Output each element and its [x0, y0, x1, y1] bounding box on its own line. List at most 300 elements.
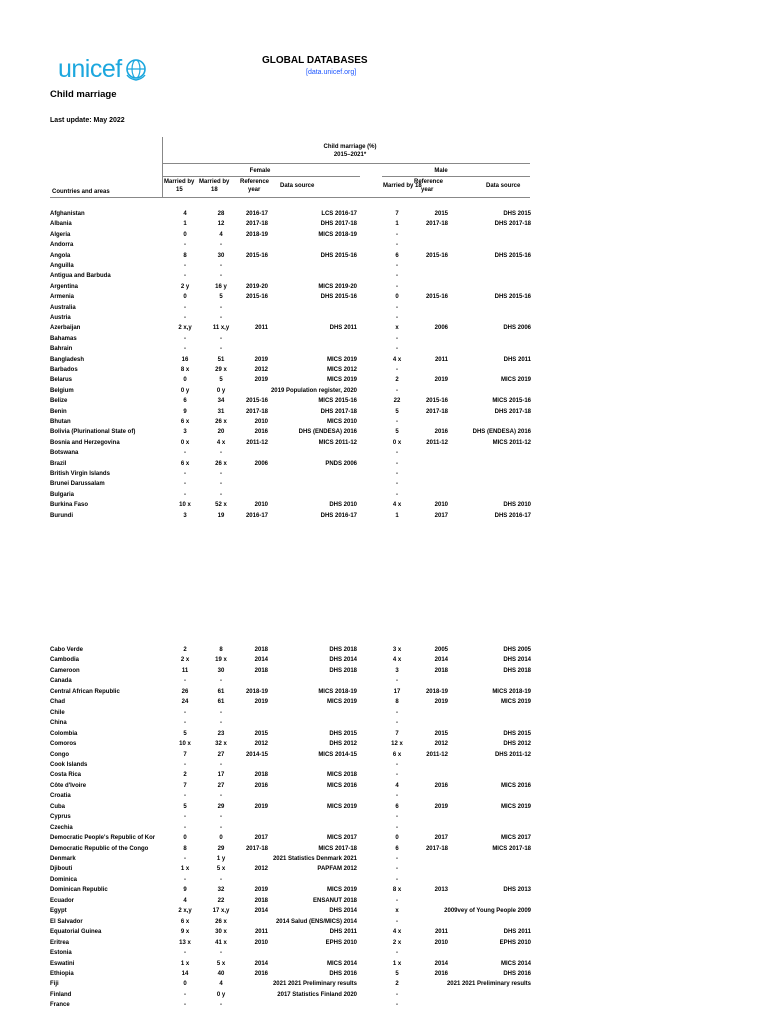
table-row — [0, 917, 768, 927]
female-ref-year: 2016-17 — [245, 512, 268, 519]
country-name: Cambodia — [50, 657, 80, 664]
table-row — [0, 448, 768, 458]
country-name: Bhutan — [50, 419, 71, 425]
male-ref-year: 2016 — [434, 782, 448, 789]
male-ref-year: 2013 — [434, 887, 448, 894]
male-married-by-18: - — [396, 1002, 398, 1009]
married-by-18: 22 — [217, 897, 225, 904]
col-married18-b: 18 — [211, 187, 218, 193]
male-data-source: MICS 2015-16 — [492, 398, 531, 405]
male-data-source: DHS 2017-18 — [494, 221, 531, 228]
female-data-source: 2019 Population register, 2020 — [270, 387, 357, 394]
married-by-18: 30 x — [215, 929, 227, 936]
country-name: Comoros — [50, 741, 77, 748]
female-data-source: MICS 2012 — [326, 367, 357, 373]
male-data-source: DHS 2011 — [503, 929, 531, 936]
male-married-by-18: - — [396, 419, 398, 425]
married-by-18: - — [220, 814, 222, 821]
table-row — [0, 386, 768, 396]
female-data-source: DHS 2012 — [329, 741, 357, 748]
male-married-by-18: x — [395, 325, 399, 332]
male-married-by-18: 22 — [393, 398, 401, 405]
table-row — [0, 313, 768, 323]
married-by-18: 16 y — [215, 283, 227, 290]
country-name: Albania — [50, 221, 72, 228]
married-by-18: 19 x — [215, 657, 227, 664]
group-title: Child marriage (%) — [323, 144, 377, 150]
male-data-source: MICS 2017-18 — [492, 845, 531, 852]
female-data-source: 2021 2021 Preliminary results — [272, 981, 357, 988]
female-ref-year: 2018-19 — [245, 231, 268, 238]
table-row — [0, 219, 768, 229]
male-married-by-18: - — [396, 367, 398, 373]
table-row — [0, 282, 768, 292]
table-row — [0, 365, 768, 375]
married-by-18: 5 x — [216, 866, 226, 873]
married-by-18: 19 — [217, 512, 225, 519]
female-data-source: PAPFAM 2012 — [317, 866, 357, 873]
table-row — [0, 959, 768, 969]
country-name: Bahrain — [50, 346, 73, 353]
country-name: Barbados — [50, 367, 78, 373]
databases-title: GLOBAL DATABASES — [262, 55, 368, 66]
female-data-source: MICS 2018-19 — [318, 688, 357, 695]
male-ref-year: 2005 — [434, 647, 448, 653]
male-married-by-18: - — [396, 856, 398, 862]
country-name: Burkina Faso — [50, 502, 89, 509]
male-ref-year: 2017-18 — [425, 845, 448, 852]
male-ref-year: 2015 — [434, 211, 448, 217]
female-ref-year: 2019-20 — [245, 283, 268, 290]
married-by-15: 16 — [181, 356, 189, 363]
male-married-by-18: - — [396, 814, 398, 821]
married-by-18: - — [220, 709, 222, 716]
country-name: Cyprus — [50, 814, 71, 821]
table-row — [0, 407, 768, 417]
married-by-18: 32 x — [215, 741, 227, 748]
table-row — [0, 323, 768, 333]
male-data-source: DHS 2015 — [503, 211, 531, 217]
married-by-18: 23 — [217, 730, 225, 737]
col-male-refyear-a: Reference — [414, 179, 444, 185]
table-row — [0, 417, 768, 427]
married-by-18: 40 — [217, 970, 225, 977]
male-data-source: DHS 2013 — [503, 887, 531, 894]
table-row — [0, 750, 768, 760]
male-ref-year: 2014 — [434, 960, 448, 967]
female-data-source: MICS 2018-19 — [318, 231, 357, 238]
table-row — [0, 666, 768, 676]
female-ref-year: 2019 — [254, 377, 268, 384]
married-by-15: 14 — [181, 970, 189, 977]
col-married15-b: 15 — [176, 187, 183, 193]
country-name: Australia — [50, 304, 76, 311]
married-by-18: - — [220, 481, 222, 488]
married-by-18: - — [220, 304, 222, 311]
female-ref-year: 2012 — [254, 367, 268, 373]
male-ref-year: 2010 — [434, 502, 448, 509]
married-by-18: 32 — [217, 887, 225, 894]
married-by-18: 17 — [217, 772, 225, 779]
male-ref-year: 2011-12 — [426, 439, 448, 446]
married-by-18: - — [220, 242, 222, 249]
married-by-18: - — [220, 1002, 222, 1009]
country-name: Côte d'Ivoire — [50, 782, 87, 789]
female-ref-year: 2015-16 — [245, 398, 268, 405]
married-by-15: 1 — [183, 221, 187, 228]
male-ref-year: 2015 — [434, 730, 448, 737]
country-name: Equatorial Guinea — [50, 929, 102, 936]
male-ref-year: 2010 — [434, 939, 448, 946]
table-row — [0, 271, 768, 281]
female-ref-year: 2016 — [254, 782, 268, 789]
married-by-18: 0 — [219, 835, 223, 842]
married-by-15: 2 y — [180, 283, 190, 290]
married-by-15: - — [184, 814, 186, 821]
married-by-18: - — [220, 315, 222, 321]
female-ref-year: 2018 — [254, 897, 268, 904]
married-by-15: 13 x — [179, 939, 191, 946]
married-by-15: - — [184, 471, 186, 477]
married-by-15: - — [184, 346, 186, 353]
female-ref-year: 2015-16 — [245, 294, 268, 301]
married-by-18: - — [220, 761, 222, 768]
female-ref-year: 2016 — [254, 429, 268, 436]
married-by-18: 29 — [217, 845, 225, 852]
female-ref-year: 2010 — [254, 939, 268, 946]
married-by-18: 30 — [217, 252, 225, 259]
male-married-by-18: 2 x — [392, 939, 402, 946]
married-by-15: 6 — [183, 398, 187, 405]
group-period: 2015–2021* — [333, 152, 367, 158]
married-by-18: 29 — [217, 803, 225, 810]
header-rule — [162, 163, 530, 164]
header-divider — [162, 137, 163, 197]
male-married-by-18: 6 — [395, 845, 399, 852]
married-by-15: 2 — [183, 647, 187, 653]
married-by-15: - — [184, 1002, 186, 1009]
table-row — [0, 396, 768, 406]
male-married-by-18: 0 x — [392, 439, 402, 446]
married-by-15: 4 — [183, 211, 187, 217]
male-married-by-18: 4 x — [392, 657, 402, 664]
female-ref-year: 2018 — [254, 667, 268, 674]
married-by-15: 26 — [181, 688, 189, 695]
married-by-18: 29 x — [215, 367, 227, 373]
country-name: France — [50, 1002, 70, 1009]
male-ref-year: 2012 — [434, 741, 448, 748]
table-row — [0, 791, 768, 801]
table-row — [0, 833, 768, 843]
married-by-15: 0 — [183, 377, 187, 384]
male-married-by-18: - — [396, 772, 398, 779]
country-name: Belize — [50, 398, 68, 405]
female-data-source: DHS 2015 — [329, 730, 357, 737]
female-ref-year: 2014 — [254, 657, 268, 664]
male-married-by-18: - — [396, 793, 398, 800]
male-married-by-18: - — [396, 491, 398, 498]
table-row — [0, 729, 768, 739]
married-by-18: 20 — [217, 429, 225, 436]
married-by-18: 0 y — [216, 991, 226, 998]
male-data-source: DHS 2015 — [503, 730, 531, 737]
table-row — [0, 844, 768, 854]
female-data-source: MICS 2019 — [326, 356, 357, 363]
married-by-18: - — [220, 346, 222, 353]
married-by-18: 17 x,y — [212, 908, 230, 915]
country-name: Denmark — [50, 856, 76, 862]
female-data-source: 2021 Statistics Denmark 2021 — [272, 856, 357, 862]
female-ref-year: 2017-18 — [245, 408, 268, 415]
married-by-18: 26 x — [215, 460, 227, 467]
country-name: Anguilla — [50, 263, 74, 269]
married-by-15: 0 y — [180, 387, 190, 394]
male-data-source: DHS 2012 — [503, 741, 531, 748]
male-married-by-18: 7 — [395, 730, 399, 737]
male-data-source: MICS 2019 — [500, 803, 531, 810]
married-by-18: 51 — [217, 356, 225, 363]
married-by-18: 4 x — [216, 439, 226, 446]
country-name: Fiji — [50, 981, 59, 988]
male-married-by-18: 5 — [395, 429, 399, 436]
female-ref-year: 2018 — [254, 647, 268, 653]
female-ref-year: 2010 — [254, 502, 268, 509]
female-ref-year: 2011 — [254, 929, 268, 936]
female-data-source: DHS 2010 — [329, 502, 357, 509]
male-data-source: MICS 2018-19 — [492, 688, 531, 695]
male-ref-year: 2015-16 — [425, 294, 448, 301]
col-refyear-b: year — [248, 187, 261, 193]
female-data-source: DHS 2014 — [329, 908, 357, 915]
table-row — [0, 355, 768, 365]
country-name: Bolivia (Plurinational State of) — [50, 429, 136, 436]
female-label: Female — [249, 168, 271, 174]
country-name: Azerbaijan — [50, 325, 81, 332]
country-name: El Salvador — [50, 918, 83, 925]
married-by-18: 5 — [219, 294, 223, 301]
male-ref-year: 2016 — [434, 970, 448, 977]
male-married-by-18: - — [396, 897, 398, 904]
female-data-source: MICS 2018 — [326, 772, 357, 779]
married-by-18: 8 — [219, 647, 223, 653]
male-label: Male — [434, 168, 448, 174]
female-ref-year: 2016 — [254, 970, 268, 977]
married-by-18: 41 x — [215, 939, 227, 946]
male-married-by-18: - — [396, 304, 398, 311]
female-ref-year: 2012 — [254, 866, 268, 873]
country-name: British Virgin Islands — [50, 471, 110, 477]
female-data-source: DHS 2018 — [329, 667, 357, 674]
male-data-source: DHS 2017-18 — [494, 408, 531, 415]
male-married-by-18: - — [396, 761, 398, 768]
country-name: Colombia — [50, 730, 78, 737]
female-ref-year: 2018-19 — [245, 688, 268, 695]
country-name: Canada — [50, 678, 72, 685]
male-married-by-18: - — [396, 824, 398, 831]
col-married15-a: Married by — [164, 179, 195, 185]
female-ref-year: 2014 — [254, 908, 268, 915]
male-married-by-18: 3 x — [392, 647, 402, 653]
married-by-15: 8 x — [180, 367, 190, 373]
married-by-15: 0 — [183, 835, 187, 842]
data-unicef-link[interactable]: [data.unicef.org] — [306, 69, 357, 76]
table-row — [0, 864, 768, 874]
country-name: Algeria — [50, 231, 71, 238]
female-ref-year: 2019 — [254, 803, 268, 810]
country-name: Congo — [50, 751, 69, 758]
col-refyear-a: Reference — [240, 179, 270, 185]
male-ref-year: 2011-12 — [426, 751, 448, 758]
married-by-15: 1 x — [180, 960, 190, 967]
table-row — [0, 990, 768, 1000]
married-by-18: 31 — [217, 408, 225, 415]
married-by-15: - — [184, 242, 186, 249]
male-married-by-18: 5 — [395, 970, 399, 977]
married-by-18: 4 — [219, 231, 223, 238]
married-by-15: 0 — [183, 231, 187, 238]
married-by-15: 5 — [183, 730, 187, 737]
male-married-by-18: - — [396, 471, 398, 477]
table-row — [0, 781, 768, 791]
table-row — [0, 292, 768, 302]
married-by-18: 12 — [217, 221, 225, 228]
country-name: Cook Islands — [50, 761, 88, 768]
married-by-18: - — [220, 263, 222, 269]
married-by-15: 8 — [183, 845, 187, 852]
country-name: Cameroon — [50, 667, 80, 674]
male-married-by-18: 6 — [395, 252, 399, 259]
female-data-source: DHS 2011 — [329, 325, 357, 332]
married-by-18: - — [220, 678, 222, 685]
male-ref-year: 2017-18 — [425, 408, 448, 415]
male-data-source: MICS 2019 — [500, 377, 531, 384]
col-source: Data source — [280, 183, 315, 189]
country-name: Argentina — [50, 283, 79, 290]
married-by-18: 5 — [219, 377, 223, 384]
table-row — [0, 209, 768, 219]
table-row — [0, 687, 768, 697]
male-married-by-18: - — [396, 450, 398, 457]
married-by-18: 0 y — [216, 387, 226, 394]
male-rule — [382, 176, 530, 177]
male-married-by-18: - — [396, 720, 398, 727]
unicef-logo — [58, 54, 148, 84]
male-data-source: EPHS 2010 — [499, 939, 531, 946]
male-ref-year: 2015-16 — [425, 252, 448, 259]
male-married-by-18: 1 — [395, 221, 399, 228]
female-data-source: DHS 2016-17 — [320, 512, 357, 519]
male-ref-year: 2017 — [434, 512, 448, 519]
married-by-18: - — [220, 273, 222, 280]
col-male-married18: Married by 18 — [383, 183, 422, 189]
male-ref-year: 2016 — [434, 429, 448, 436]
female-ref-year: 2015-16 — [245, 252, 268, 259]
male-married-by-18: - — [396, 460, 398, 467]
married-by-18: 11 x,y — [212, 325, 230, 332]
male-married-by-18: - — [396, 481, 398, 488]
country-name: Botswana — [50, 450, 79, 457]
male-data-source: DHS 2010 — [503, 502, 531, 509]
married-by-18: - — [220, 450, 222, 457]
male-ref-year: 2011 — [434, 929, 448, 936]
married-by-15: - — [184, 824, 186, 831]
married-by-15: 3 — [183, 512, 187, 519]
country-name: Andorra — [50, 242, 74, 249]
married-by-18: - — [220, 793, 222, 800]
female-data-source: DHS (ENDESA) 2016 — [298, 429, 357, 436]
header-bottom-rule — [50, 197, 530, 198]
female-data-source: MICS 2019 — [326, 887, 357, 894]
female-data-source: MICS 2019 — [326, 699, 357, 706]
country-name: Djibouti — [50, 866, 73, 873]
table-row — [0, 969, 768, 979]
table-row — [0, 948, 768, 958]
country-name: Bahamas — [50, 335, 77, 342]
male-data-source: MICS 2016 — [500, 782, 531, 789]
female-data-source: 2017 Statistics Finland 2020 — [277, 991, 357, 998]
male-married-by-18: 1 x — [392, 960, 402, 967]
table-row — [0, 511, 768, 521]
married-by-15: 2 x,y — [178, 908, 192, 915]
male-married-by-18: 2 — [395, 377, 399, 384]
married-by-18: - — [220, 720, 222, 727]
female-data-source: DHS 2015-16 — [320, 294, 357, 301]
female-ref-year: 2011-12 — [246, 439, 268, 446]
married-by-15: 0 — [183, 981, 187, 988]
married-by-18: 27 — [217, 751, 225, 758]
married-by-18: 26 x — [215, 918, 227, 925]
married-by-15: - — [184, 950, 186, 957]
male-married-by-18: - — [396, 242, 398, 249]
male-married-by-18: - — [396, 283, 398, 290]
country-name: Antigua and Barbuda — [50, 273, 111, 280]
married-by-18: 34 — [217, 398, 225, 405]
male-married-by-18: - — [396, 335, 398, 342]
male-married-by-18: 2 — [395, 981, 399, 988]
last-update: Last update: May 2022 — [50, 117, 125, 124]
male-data-source: DHS 2011 — [503, 356, 531, 363]
country-name: Angola — [50, 252, 71, 259]
male-married-by-18: - — [396, 346, 398, 353]
country-name: Cabo Verde — [50, 647, 84, 653]
married-by-15: - — [184, 720, 186, 727]
globe-icon — [124, 57, 148, 81]
married-by-15: - — [184, 761, 186, 768]
married-by-15: 24 — [181, 699, 189, 706]
table-row — [0, 230, 768, 240]
country-name: Central African Republic — [50, 688, 120, 695]
table-row — [0, 469, 768, 479]
married-by-15: - — [184, 876, 186, 883]
female-ref-year: 2019 — [254, 356, 268, 363]
male-married-by-18: 3 — [395, 667, 399, 674]
married-by-18: 5 x — [216, 960, 226, 967]
male-data-source: 2009vey of Young People 2009 — [444, 908, 531, 915]
country-name: Chile — [50, 709, 65, 716]
male-married-by-18: - — [396, 273, 398, 280]
married-by-15: 6 x — [180, 460, 190, 467]
country-name: Austria — [50, 315, 71, 321]
male-data-source: MICS 2017 — [500, 835, 531, 842]
female-ref-year: 2018 — [254, 772, 268, 779]
male-data-source: DHS 2015-16 — [494, 252, 531, 259]
female-data-source: MICS 2014-15 — [318, 751, 357, 758]
country-name: Dominica — [50, 876, 78, 883]
male-ref-year: 2006 — [434, 325, 448, 332]
table-row — [0, 1000, 768, 1010]
table-row — [0, 303, 768, 313]
table-row — [0, 240, 768, 250]
